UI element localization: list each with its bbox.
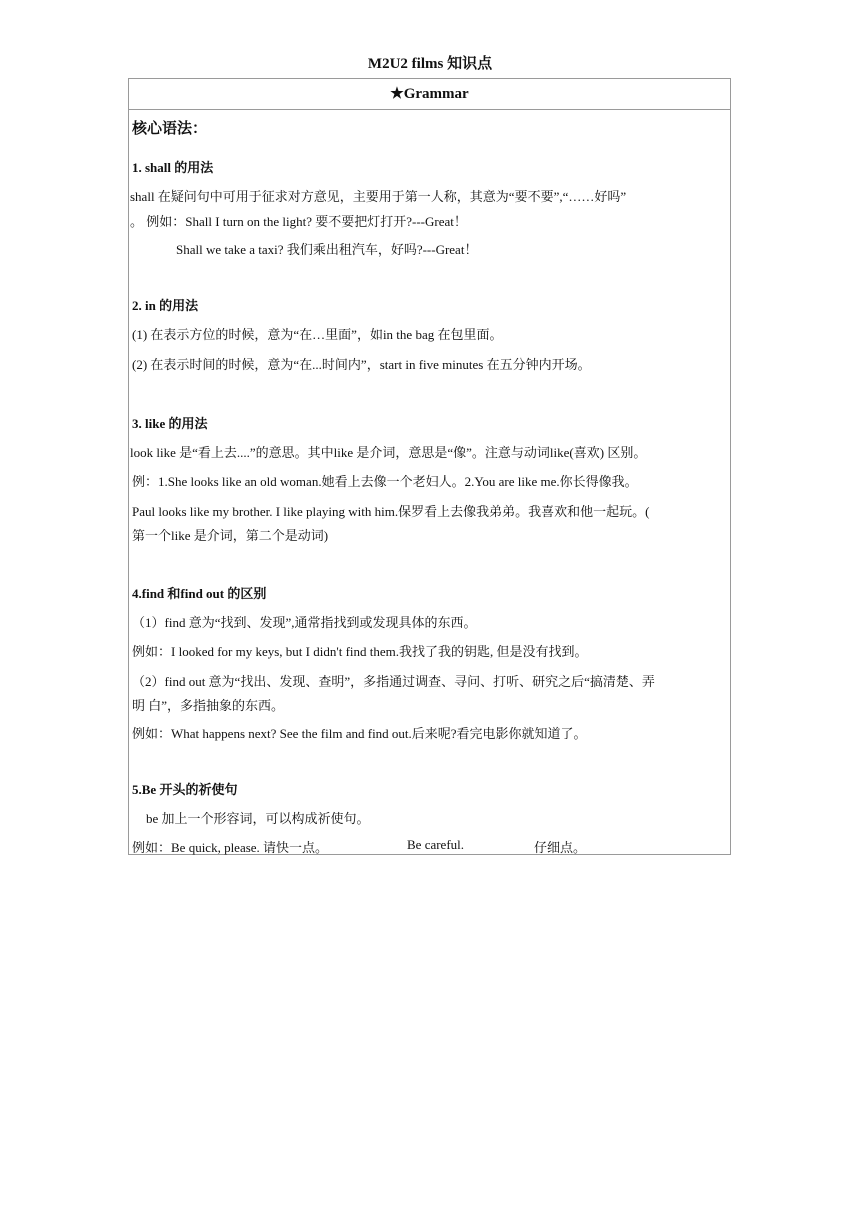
section-5-example-2-translation: 仔细点。 <box>534 840 587 855</box>
core-grammar-heading: 核心语法： <box>132 121 208 137</box>
section-3-heading: 3. like 的用法 <box>132 416 208 431</box>
section-1-line-2: 。 例如：Shall I turn on the light? 要不要把灯打开?---Great！ <box>130 214 467 229</box>
section-3-line-1: look like 是“看上去....”的意思。其中like 是介词，意思是“像”。注意与动词like(喜欢) 区别。 <box>130 445 647 460</box>
section-2-heading: 2. in 的用法 <box>132 298 199 313</box>
section-4-line-3: （2）find out 意为“找出、发现、查明”，多指通过调查、寻问、打听、研究之后“搞清楚、弄 <box>132 674 655 689</box>
grammar-header: ★Grammar <box>129 79 730 110</box>
section-2-line-1: (1) 在表示方位的时候，意为“在…里面”，如in the bag 在包里面。 <box>132 327 503 342</box>
section-4-line-1: （1）find 意为“找到、发现”,通常指找到或发现具体的东西。 <box>132 615 477 630</box>
section-4-line-2: 例如：I looked for my keys, but I didn't find them.我找了我的钥匙, 但是没有找到。 <box>132 644 588 659</box>
section-3-line-2: 例：1.She looks like an old woman.她看上去像一个老妇人。2.You are like me.你长得像我。 <box>132 474 638 489</box>
section-5-line-1: be 加上一个形容词，可以构成祈使句。 <box>146 811 370 826</box>
section-4-heading: 4.find 和find out 的区别 <box>132 586 267 601</box>
document-title: M2U2 films 知识点 <box>367 56 493 72</box>
section-1-heading: 1. shall 的用法 <box>132 160 214 175</box>
section-1-line-1: shall 在疑问句中可用于征求对方意见，主要用于第一人称，其意为“要不要”,“……好吗” <box>130 189 627 204</box>
section-4-line-5: 例如：What happens next? See the film and find out.后来呢?看完电影你就知道了。 <box>132 726 587 741</box>
section-3-line-3: Paul looks like my brother. I like playing with him.保罗看上去像我弟弟。我喜欢和他一起玩。( <box>132 504 650 519</box>
section-5-example-1: 例如：Be quick, please. 请快一点。 <box>132 840 329 855</box>
section-5-example-2: Be careful. <box>407 837 465 852</box>
section-2-line-2: (2) 在表示时间的时候，意为“在...时间内”，start in five minutes 在五分钟内开场。 <box>132 357 591 372</box>
section-4-line-4: 明 白”，多指抽象的东西。 <box>132 698 285 713</box>
section-1-line-3: Shall we take a taxi? 我们乘出租汽车，好吗?---Great！ <box>176 242 478 257</box>
grammar-table <box>128 78 731 855</box>
section-5-heading: 5.Be 开头的祈使句 <box>132 782 238 797</box>
section-3-line-4: 第一个like 是介词，第二个是动词) <box>132 528 329 543</box>
